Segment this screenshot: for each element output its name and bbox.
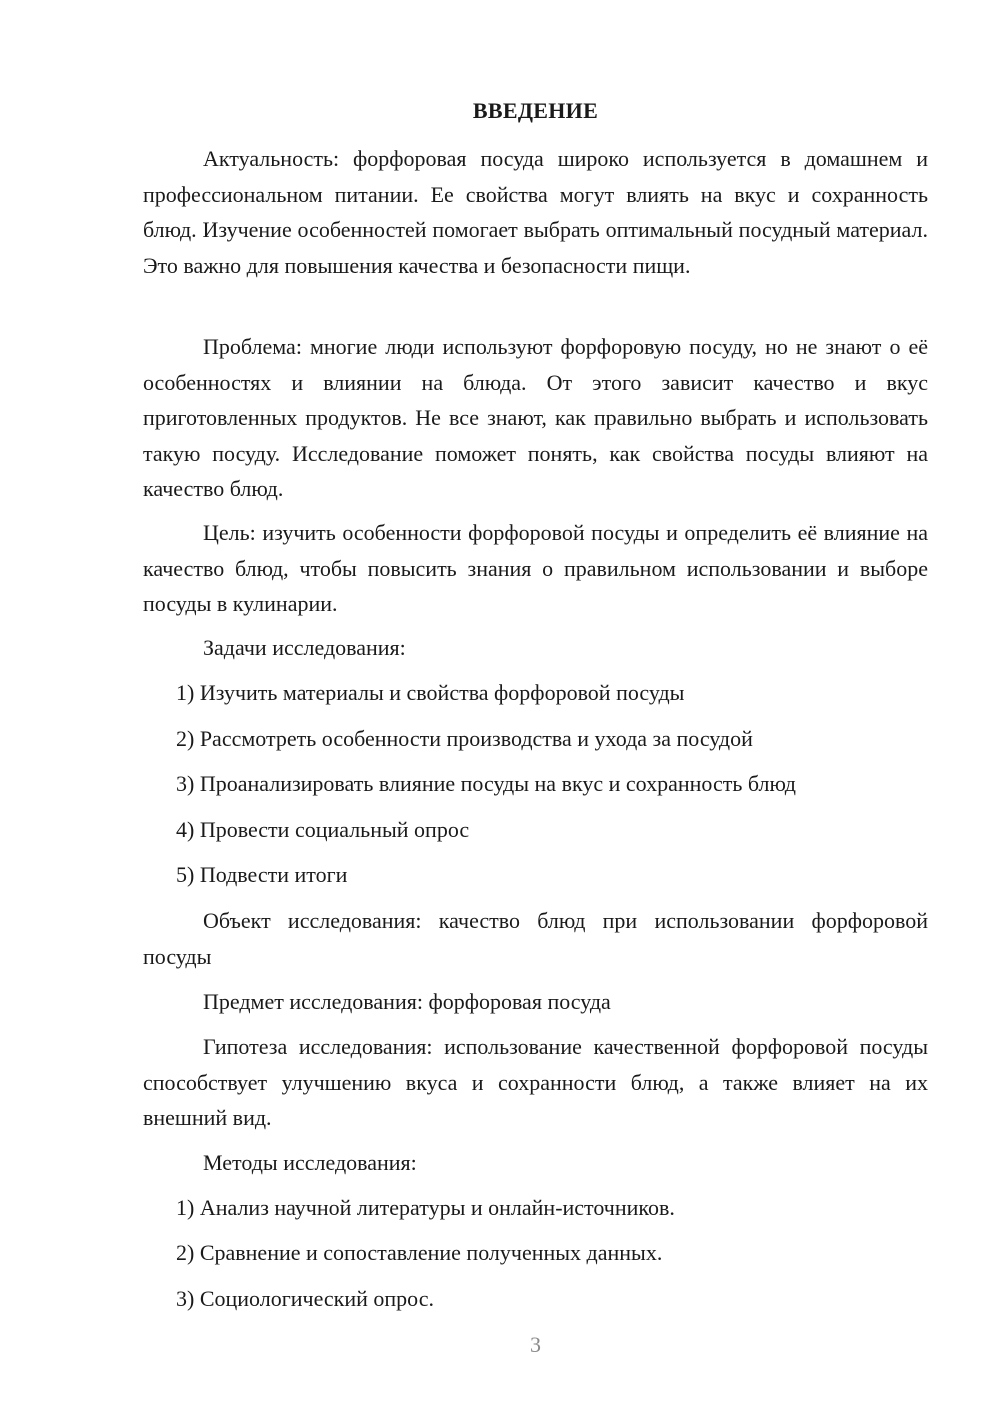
method-item-3: 3) Социологический опрос. [176,1286,434,1311]
page-number: 3 [530,1332,541,1357]
paragraph-relevance: Актуальность: форфоровая посуда широко используется в домашнем и профессиональном питании. Ее свойства могут влиять на вкус и сохранность блюд. Изучение особенностей помогает выбрать оптимальный посудный материал. Это важно для повышения качества и безопасности пищи. [143,146,928,278]
tasks-heading: Задачи исследования: [203,635,406,660]
task-item-1: 1) Изучить материалы и свойства форфоровой посуды [176,680,685,705]
paragraph-hypothesis: Гипотеза исследования: использование качественной форфоровой посуды способствует улучшению вкуса и сохранности блюд, а также влияет на их внешний вид. [143,1034,928,1130]
methods-heading: Методы исследования: [203,1150,417,1175]
paragraph-problem: Проблема: многие люди используют форфоровую посуду, но не знают о её особенностях и влиянии на блюда. От этого зависит качество и вкус приготовленных продуктов. Не все знают, как правильно выбрать и использовать такую посуду. Исследование поможет понять, как свойства посуды влияют на качество блюд. [143,334,928,501]
paragraph-goal: Цель: изучить особенности форфоровой посуды и определить её влияние на качество блюд, чтобы повысить знания о правильном использовании и выборе посуды в кулинарии. [143,520,928,616]
method-item-2: 2) Сравнение и сопоставление полученных данных. [176,1240,663,1265]
section-title: ВВЕДЕНИЕ [472,98,599,123]
document-page [143,0,928,1414]
paragraph-subject: Предмет исследования: форфоровая посуда [203,989,611,1014]
paragraph-object: Объект исследования: качество блюд при использовании форфоровой посуды [143,908,928,969]
task-item-4: 4) Провести социальный опрос [176,817,470,842]
task-item-5: 5) Подвести итоги [176,862,348,887]
task-item-3: 3) Проанализировать влияние посуды на вкус и сохранность блюд [176,771,796,796]
task-item-2: 2) Рассмотреть особенности производства и ухода за посудой [176,726,753,751]
method-item-1: 1) Анализ научной литературы и онлайн-источников. [176,1195,675,1220]
